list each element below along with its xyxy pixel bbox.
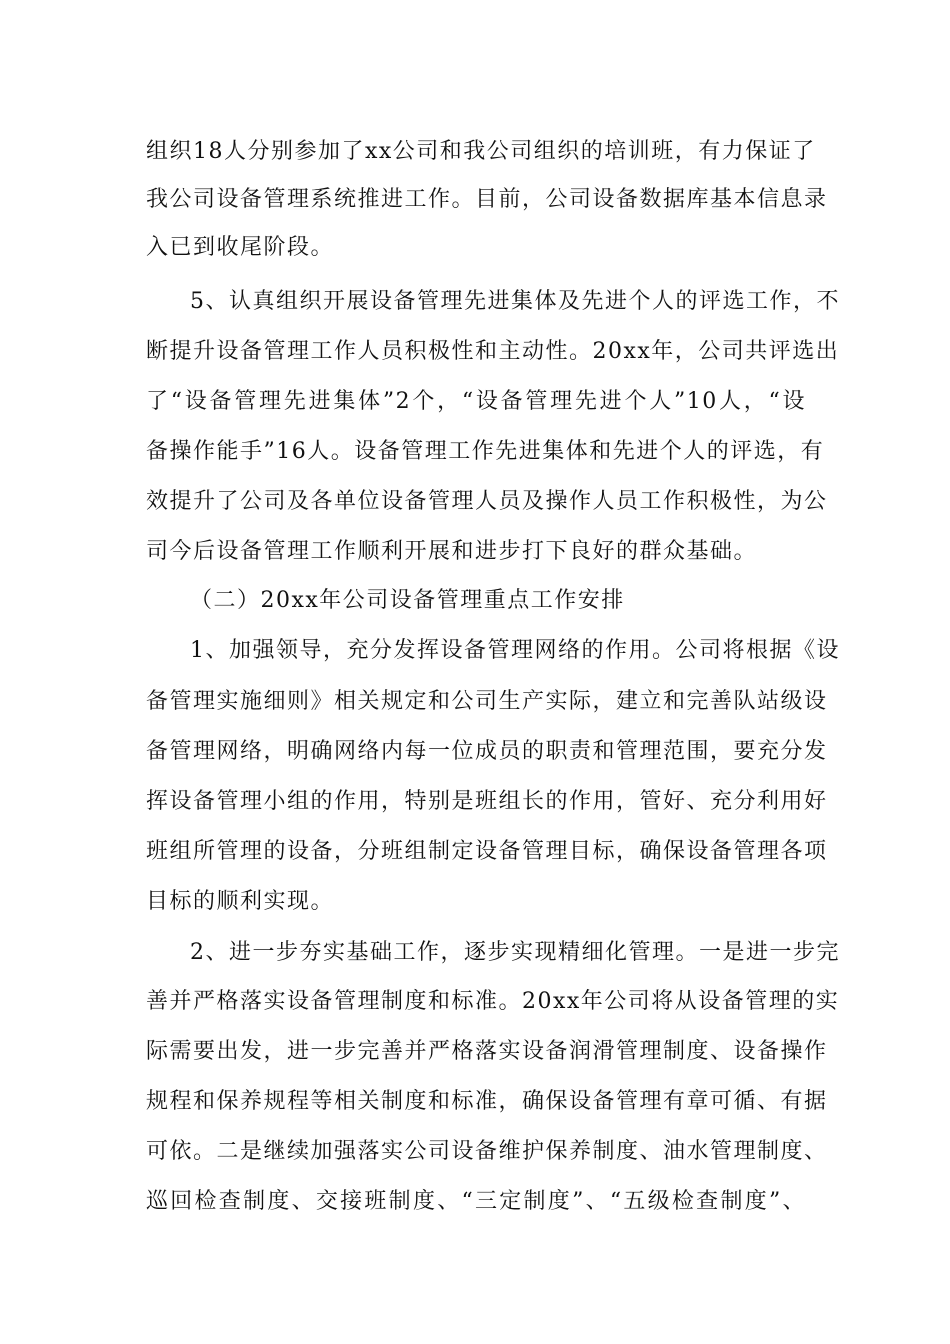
text-line: 巡回检查制度、交接班制度、“三定制度”、“五级检查制度”、 [146,1189,806,1214]
text-line: 我公司设备管理系统推进工作。目前，公司设备数据库基本信息录 [146,187,828,212]
text-line: 可依。二是继续加强落实公司设备维护保养制度、油水管理制度、 [146,1139,828,1164]
text-line: 班组所管理的设备，分班组制定设备管理目标，确保设备管理各项 [146,839,828,864]
text-line: 善并严格落实设备管理制度和标准。20xx年公司将从设备管理的实 [146,989,840,1014]
section-heading: （二）20xx年公司设备管理重点工作安排 [190,588,625,613]
paragraph-start-line: 2、进一步夯实基础工作，逐步实现精细化管理。一是进一步完 [190,940,840,965]
text-line: 备操作能手”16人。设备管理工作先进集体和先进个人的评选，有 [146,439,825,464]
text-line: 断提升设备管理工作人员积极性和主动性。20xx年，公司共评选出 [146,339,840,364]
text-line: 目标的顺利实现。 [146,889,335,914]
text-line: 挥设备管理小组的作用，特别是班组长的作用，管好、充分利用好 [146,789,828,814]
text-line: 备管理实施细则》相关规定和公司生产实际，建立和完善队站级设 [146,689,828,714]
text-line: 司今后设备管理工作顺利开展和进步打下良好的群众基础。 [146,539,758,564]
paragraph-start-line: 5、认真组织开展设备管理先进集体及先进个人的评选工作，不 [190,289,840,314]
text-line: 了“设备管理先进集体”2个，“设备管理先进个人”10人，“设 [146,389,806,414]
text-line: 备管理网络，明确网络内每一位成员的职责和管理范围，要充分发 [146,739,828,764]
text-line: 组织18人分别参加了xx公司和我公司组织的培训班，有力保证了 [146,139,816,164]
text-line: 规程和保养规程等相关制度和标准，确保设备管理有章可循、有据 [146,1089,828,1114]
text-line: 入已到收尾阶段。 [146,235,335,260]
text-line: 效提升了公司及各单位设备管理人员及操作人员工作积极性，为公 [146,489,828,514]
text-line: 际需要出发，进一步完善并严格落实设备润滑管理制度、设备操作 [146,1039,828,1064]
paragraph-start-line: 1、加强领导，充分发挥设备管理网络的作用。公司将根据《设 [190,638,840,663]
